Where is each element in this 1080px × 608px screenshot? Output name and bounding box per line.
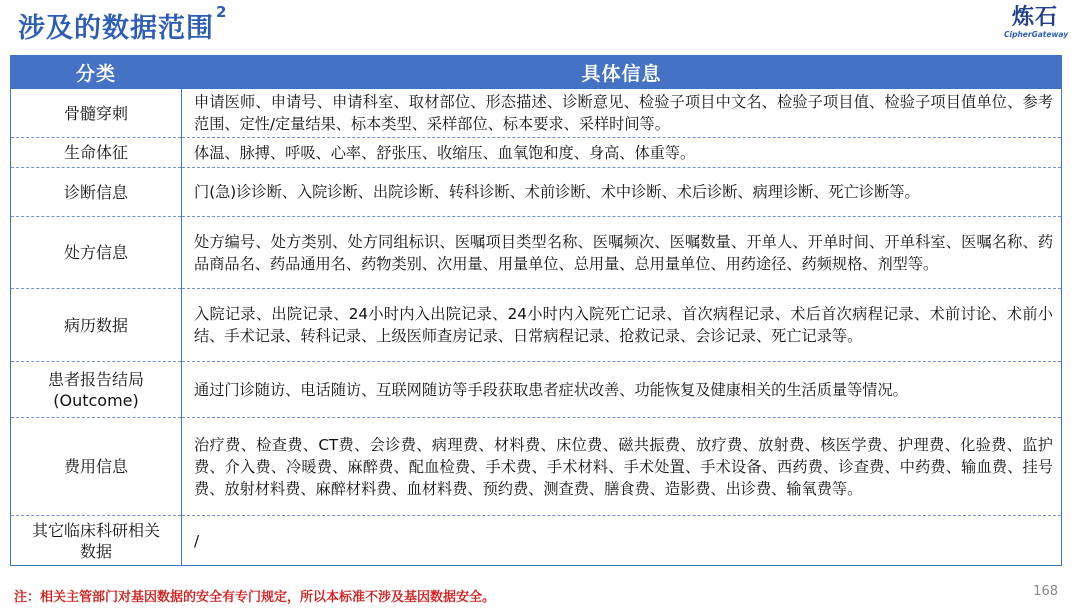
row-category bbox=[11, 362, 182, 418]
row-category: 骨髓穿刺 bbox=[11, 89, 182, 138]
header-category: 分类 bbox=[11, 56, 182, 89]
row-category: 费用信息 bbox=[11, 418, 182, 516]
logo-sub-text: CipherGateway bbox=[1004, 30, 1069, 39]
table-row bbox=[11, 362, 1062, 418]
page-title-text: 涉及的数据范围 bbox=[18, 13, 214, 44]
category-line-2: (Outcome) bbox=[53, 390, 139, 410]
row-info: 治疗费、检查费、CT费、会诊费、病理费、材料费、床位费、磁共振费、放疗费、放射费、核医学费、护理费、化验费、监护费、介入费、冷暖费、麻醉费、配血检费、手术费、手术材料、手术处置、手术设备、西药费、诊查费、中药费、输血费、挂号费、放射材料费、麻醉材料费、血材料费、预约费、测查费、膳食费、造影费、出诊费、输氧费等。 bbox=[182, 418, 1062, 516]
table-row bbox=[11, 289, 1062, 362]
row-info: / bbox=[182, 516, 1062, 566]
header-details: 具体信息 bbox=[182, 56, 1062, 89]
row-info: 处方编号、处方类别、处方同组标识、医嘱项目类型名称、医嘱频次、医嘱数量、开单人、开单时间、开单科室、医嘱名称、药品商品名、药品通用名、药物类别、次用量、用量单位、总用量、总用量单位、用药途径、药频规格、剂型等。 bbox=[182, 217, 1062, 289]
table-row bbox=[11, 89, 1062, 138]
table-header-row bbox=[11, 56, 1062, 89]
row-category: 生命体征 bbox=[11, 138, 182, 168]
row-info: 入院记录、出院记录、24小时内入出院记录、24小时内入院死亡记录、首次病程记录、术后首次病程记录、术前讨论、术前小结、手术记录、转科记录、上级医师查房记录、日常病程记录、抢救记录、会诊记录、死亡记录等。 bbox=[182, 289, 1062, 362]
page-number: 168 bbox=[1033, 584, 1058, 599]
table-row bbox=[11, 516, 1062, 566]
row-info: 体温、脉搏、呼吸、心率、舒张压、收缩压、血氧饱和度、身高、体重等。 bbox=[182, 138, 1062, 168]
row-category: 处方信息 bbox=[11, 217, 182, 289]
row-info: 门(急)诊诊断、入院诊断、出院诊断、转科诊断、术前诊断、术中诊断、术后诊断、病理诊断、死亡诊断等。 bbox=[182, 168, 1062, 217]
category-line-1: 其它临床科研相关 bbox=[31, 520, 160, 540]
table-row bbox=[11, 138, 1062, 168]
page-title bbox=[18, 3, 228, 45]
row-category: 病历数据 bbox=[11, 289, 182, 362]
table-row bbox=[11, 168, 1062, 217]
table-row bbox=[11, 217, 1062, 289]
row-info: 通过门诊随访、电话随访、互联网随访等手段获取患者症状改善、功能恢复及健康相关的生活质量等情况。 bbox=[182, 362, 1062, 418]
row-category bbox=[11, 516, 182, 566]
category-line-2: 数据 bbox=[79, 541, 112, 561]
row-info: 申请医师、申请号、申请科室、取材部位、形态描述、诊断意见、检验子项目中文名、检验子项目值、检验子项目值单位、参考范围、定性/定量结果、标本类型、采样部位、标本要求、采样时间等。 bbox=[182, 89, 1062, 138]
logo-main-text: 炼石 bbox=[1011, 5, 1058, 30]
title-superscript: 2 bbox=[216, 3, 228, 21]
data-scope-table bbox=[10, 55, 1062, 566]
row-category: 诊断信息 bbox=[11, 168, 182, 217]
footnote: 注：相关主管部门对基因数据的安全有专门规定，所以本标准不涉及基因数据安全。 bbox=[14, 590, 496, 605]
logo bbox=[1004, 5, 1069, 39]
category-line-1: 患者报告结局 bbox=[47, 369, 144, 389]
table-row bbox=[11, 418, 1062, 516]
